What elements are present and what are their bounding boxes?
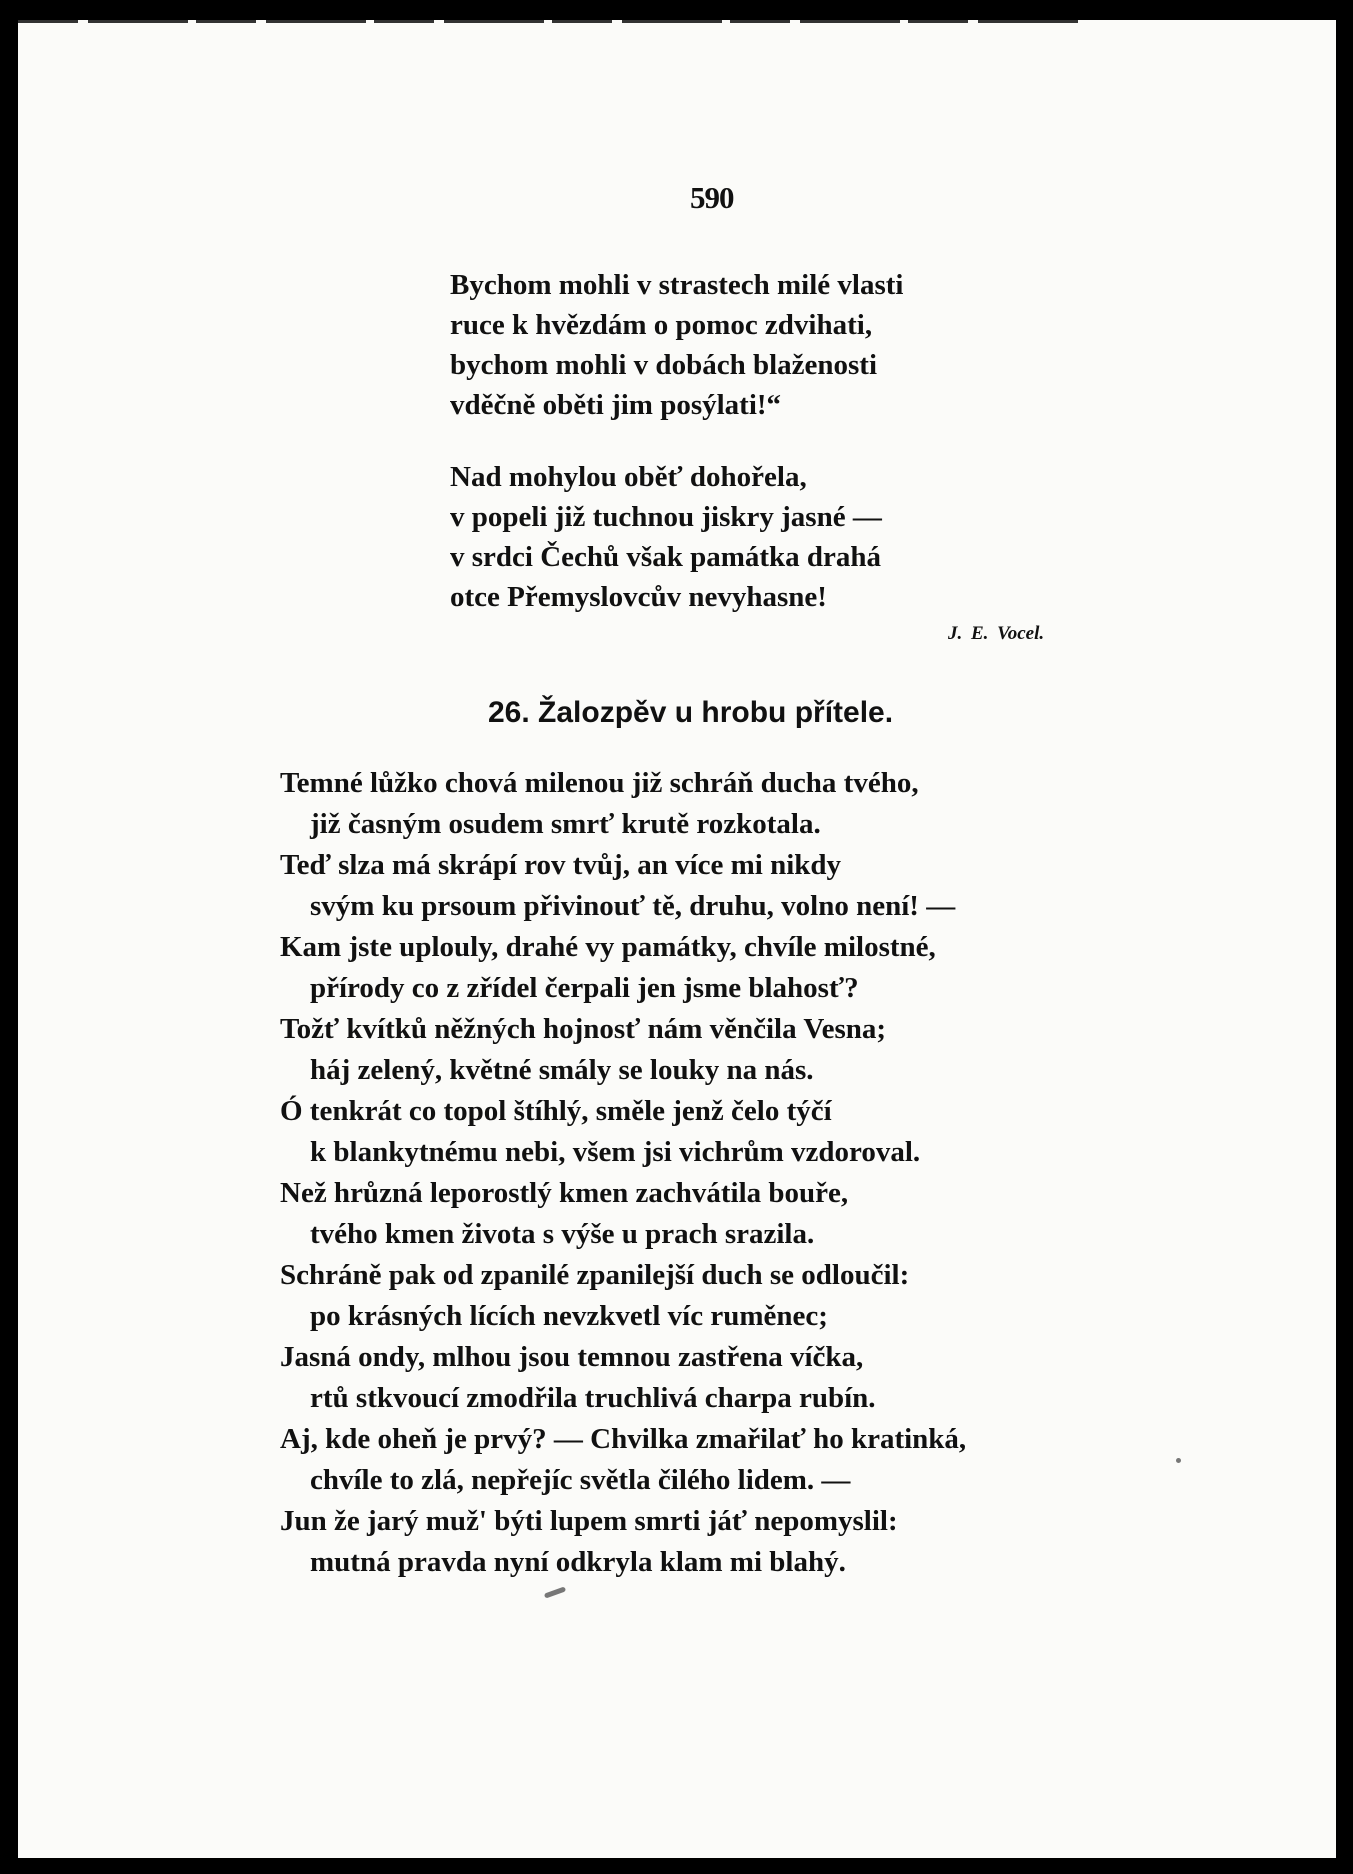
poem-line: Schráně pak od zpanilé zpanilejší duch se odloučil: — [280, 1259, 910, 1291]
ink-speck — [544, 1586, 566, 1598]
poem-line: tvého kmen života s výše u prach srazila. — [310, 1218, 815, 1250]
poem-line: svým ku prsoum přivinouť tě, druhu, volno není! — — [310, 890, 956, 922]
ink-speck — [1176, 1458, 1181, 1463]
stanza-line: Nad mohylou oběť dohořela, — [450, 461, 807, 493]
poem-line: mutná pravda nyní odkryla klam mi blahý. — [310, 1546, 846, 1578]
poem-line: k blankytnému nebi, všem jsi vichrům vzdoroval. — [310, 1136, 921, 1168]
poem-line: Než hrůzná leporostlý kmen zachvátila bouře, — [280, 1177, 849, 1209]
poem-line: již časným osudem smrť krutě rozkotala. — [310, 808, 821, 840]
poem-line: Ó tenkrát co topol štíhlý, směle jenž čelo týčí — [280, 1095, 832, 1127]
stanza-line: bychom mohli v dobách blaženosti — [450, 349, 877, 381]
poem-line: Aj, kde oheň je prvý? — Chvilka zmařilať ho kratinká, — [280, 1423, 967, 1455]
poem-line: háj zelený, květné smály se louky na nás. — [310, 1054, 814, 1086]
poem-line: Teď slza má skrápí rov tvůj, an více mi nikdy — [280, 849, 842, 881]
book-page — [18, 20, 1336, 1858]
poem-line: přírody co z zřídel čerpali jen jsme blahosť? — [310, 972, 859, 1004]
stanza-line: ruce k hvězdám o pomoc zdvihati, — [450, 309, 873, 341]
poem-line: Jasná ondy, mlhou jsou temnou zastřena víčka, — [280, 1341, 864, 1373]
stanza-line: v srdci Čechů však památka drahá — [450, 541, 882, 573]
poem-line: chvíle to zlá, nepřejíc světla čilého lidem. — — [310, 1464, 851, 1496]
poem-line: Temné lůžko chová milenou již schráň ducha tvého, — [280, 767, 919, 799]
poem-line: po krásných lících nevzkvetl víc ruměnec; — [310, 1300, 828, 1332]
stanza-line: Bychom mohli v strastech milé vlasti — [450, 269, 904, 301]
poem-line: Kam jste uplouly, drahé vy památky, chvíle milostné, — [280, 931, 936, 963]
section-title: 26. Žalozpěv u hrobu přítele. — [488, 696, 894, 729]
poem-line: Jun že jarý muž' býti lupem smrti jáť nepomyslil: — [280, 1505, 898, 1537]
poem-body — [280, 763, 966, 1583]
stanza-line: vděčně oběti jim posýlati!“ — [450, 389, 782, 421]
stanza-line: otce Přemyslovcův nevyhasne! — [450, 581, 827, 613]
top-edge-rule — [18, 20, 1078, 23]
stanza-2 — [450, 457, 882, 617]
page-number: 590 — [690, 180, 734, 215]
stanza-1 — [450, 265, 903, 425]
author-signature: J. E. Vocel. — [948, 623, 1045, 644]
stanza-line: v popeli již tuchnou jiskry jasné — — [450, 501, 882, 533]
poem-line: Tožť kvítků něžných hojnosť nám věnčila Vesna; — [280, 1013, 887, 1045]
poem-line: rtů stkvoucí zmodřila truchlivá charpa rubín. — [310, 1382, 876, 1414]
